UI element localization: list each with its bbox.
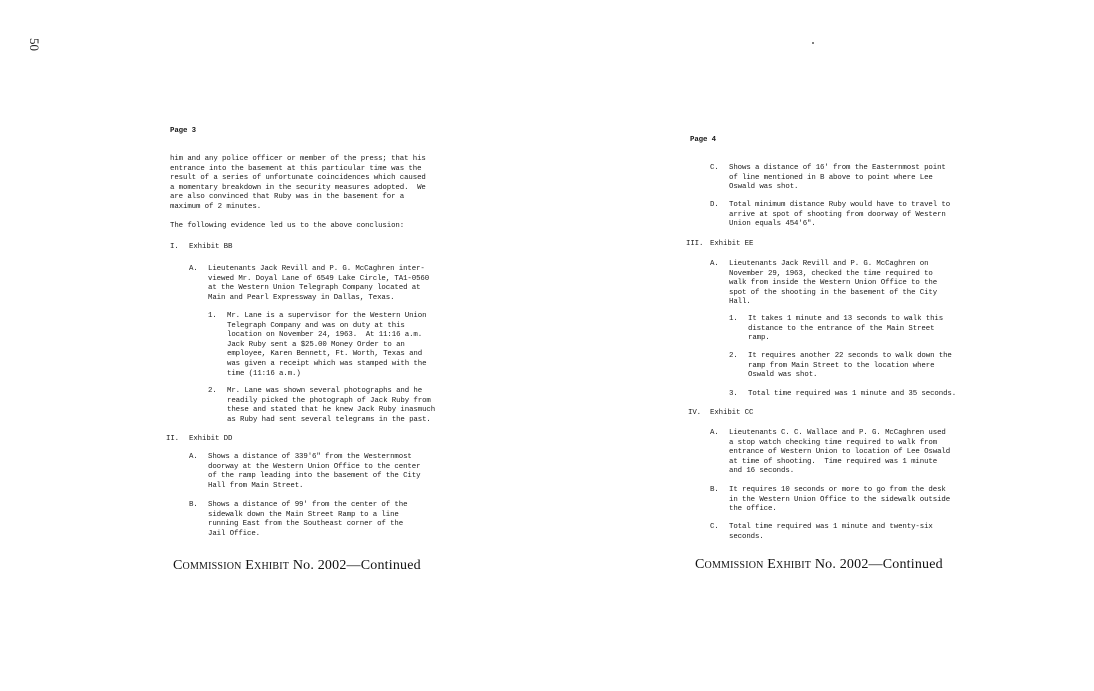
text-line: walk from inside the Western Union Office to the: [729, 279, 938, 288]
text-line: viewed Mr. Doyal Lane of 6549 Lake Circle, TA1-0560: [208, 274, 430, 283]
text-line: arrive at spot of shooting from doorway of Western: [729, 210, 946, 219]
section-2-title: Exhibit DD: [189, 435, 233, 443]
text-line: Lieutenants Jack Revill and P. G. McCaghren on: [729, 260, 929, 268]
text-line: It requires another 22 seconds to walk down the: [748, 352, 952, 360]
left-exhibit-caption: [173, 558, 421, 574]
text-line: at time of shooting. Time required was 1 minute: [729, 457, 938, 466]
text-line: and 16 seconds.: [729, 467, 795, 476]
text-line: time (11:16 a.m.): [227, 369, 301, 378]
item-d-marker: D.: [710, 201, 719, 209]
text-line: Shows a distance of 99' from the center of the: [208, 501, 408, 509]
right-caption-label: Commission Exhibit: [695, 557, 812, 572]
text-line: Union equals 454'6".: [729, 220, 816, 229]
section-1-title: Exhibit BB: [189, 243, 233, 251]
section-1a2-text: [227, 387, 435, 425]
text-line: Total time required was 1 minute and twenty-six: [729, 523, 933, 531]
text-line: these and stated that he knew Jack Ruby inasmuch: [227, 406, 436, 415]
section-4c-marker: C.: [710, 523, 719, 531]
left-caption-number: No. 2002—Continued: [292, 558, 421, 573]
section-4a-marker: A.: [710, 429, 719, 437]
text-line: seconds.: [729, 532, 764, 541]
scan-speck: [812, 42, 814, 44]
text-line: was given a receipt which was stamped with the: [227, 359, 427, 368]
text-line: as Ruby had sent several telegrams in the past.: [227, 415, 431, 424]
text-line: Mr. Lane is a supervisor for the Western Union: [227, 312, 427, 320]
text-line: Lieutenants Jack Revill and P. G. McCaghren inter-: [208, 265, 425, 273]
text-line: him and any police officer or member of the press; that his: [170, 155, 426, 163]
text-line: doorway at the Western Union Office to the center: [208, 462, 421, 471]
section-1a-marker: A.: [189, 265, 198, 273]
left-page-header: Page 3: [170, 127, 197, 135]
text-line: in the Western Union Office to the sidewalk outside: [729, 495, 951, 504]
text-line: ramp.: [748, 334, 770, 343]
text-line: at the Western Union Telegraph Company located at: [208, 284, 421, 293]
section-2a-text: [208, 453, 420, 491]
section-1a1-marker: 1.: [208, 312, 217, 320]
text-line: Lieutenants C. C. Wallace and P. G. McCaghren used: [729, 429, 946, 437]
text-line: entrance of Western Union to location of Lee Oswald: [729, 448, 951, 457]
text-line: result of a series of unfortunate coincidences which caused: [170, 174, 426, 183]
right-exhibit-caption: [695, 557, 943, 573]
text-line: of the ramp leading into the basement of the City: [208, 472, 421, 481]
section-3-marker: III.: [686, 240, 704, 248]
text-line: employee, Karen Bennett, Ft. Worth, Texas and: [227, 350, 423, 359]
text-line: ramp from Main Street to the location where: [748, 361, 935, 370]
section-3a2-marker: 2.: [729, 352, 738, 360]
section-3a3-text: [748, 390, 956, 400]
text-line: Total minimum distance Ruby would have to travel to: [729, 201, 951, 209]
section-3a1-text: [748, 315, 943, 344]
section-1-marker: I.: [170, 243, 179, 251]
section-2b-text: [208, 501, 407, 539]
text-line: Hall from Main Street.: [208, 481, 304, 490]
left-intro-paragraph: [170, 155, 426, 213]
text-line: Jack Ruby sent a $25.00 Money Order to an: [227, 340, 405, 349]
section-3-title: Exhibit EE: [710, 240, 754, 248]
text-line: sidewalk down the Main Street Ramp to a line: [208, 510, 399, 519]
section-4-title: Exhibit CC: [710, 409, 754, 417]
text-line: maximum of 2 minutes.: [170, 202, 262, 211]
text-line: Main and Pearl Expressway in Dallas, Texas.: [208, 293, 395, 302]
text-line: of line mentioned in B above to point where Lee: [729, 173, 933, 182]
right-caption-number: No. 2002—Continued: [814, 557, 943, 572]
section-2a-marker: A.: [189, 453, 198, 461]
text-line: location on November 24, 1963. At 11:16 a.m.: [227, 331, 423, 340]
text-line: the office.: [729, 505, 777, 514]
text-line: It requires 10 seconds or more to go from the desk: [729, 486, 946, 494]
text-line: a stop watch checking time required to walk from: [729, 438, 938, 447]
text-line: November 29, 1963, checked the time required to: [729, 269, 933, 278]
text-line: Shows a distance of 16' from the Easternmost point: [729, 164, 946, 172]
section-4b-marker: B.: [710, 486, 719, 494]
section-4-marker: IV.: [688, 409, 702, 417]
right-page-header: Page 4: [690, 136, 717, 144]
item-c-marker: C.: [710, 164, 719, 172]
section-1a-text: [208, 265, 429, 303]
section-4a-text: [729, 429, 950, 477]
book-page-number: 50: [27, 38, 42, 51]
section-2b-marker: B.: [189, 501, 198, 509]
item-d-text: [729, 201, 950, 230]
text-line: Total time required was 1 minute and 35 seconds.: [748, 390, 957, 398]
section-4c-text: [729, 523, 933, 542]
text-line: spot of the shooting in the basement of the City: [729, 288, 938, 297]
text-line: Telegraph Company and was on duty at this: [227, 321, 405, 330]
text-line: It takes 1 minute and 13 seconds to walk this: [748, 315, 944, 323]
section-3a3-marker: 3.: [729, 390, 738, 398]
section-3a1-marker: 1.: [729, 315, 738, 323]
section-3a-text: [729, 260, 937, 308]
section-1a1-text: [227, 312, 426, 379]
section-4b-text: [729, 486, 950, 515]
text-line: entrance into the basement at this particular time was the: [170, 164, 422, 173]
section-2-marker: II.: [166, 435, 180, 443]
text-line: Hall.: [729, 298, 751, 307]
text-line: running East from the Southeast corner of the: [208, 520, 404, 529]
left-caption-label: Commission Exhibit: [173, 558, 290, 573]
section-1a2-marker: 2.: [208, 387, 217, 395]
section-3a-marker: A.: [710, 260, 719, 268]
text-line: Oswald was shot.: [729, 183, 799, 192]
text-line: Shows a distance of 339'6" from the Westernmost: [208, 453, 412, 461]
text-line: are also convinced that Ruby was in the basement for a: [170, 193, 405, 202]
text-line: readily picked the photograph of Jack Ruby from: [227, 396, 431, 405]
text-line: a momentary breakdown in the security measures adopted. We: [170, 183, 426, 192]
evidence-line: The following evidence led us to the above conclusion:: [170, 222, 405, 230]
item-c-text: [729, 164, 946, 193]
text-line: Oswald was shot.: [748, 371, 818, 380]
text-line: Mr. Lane was shown several photographs and he: [227, 387, 423, 395]
text-line: Jail Office.: [208, 529, 261, 538]
section-3a2-text: [748, 352, 952, 381]
text-line: distance to the entrance of the Main Street: [748, 324, 935, 333]
